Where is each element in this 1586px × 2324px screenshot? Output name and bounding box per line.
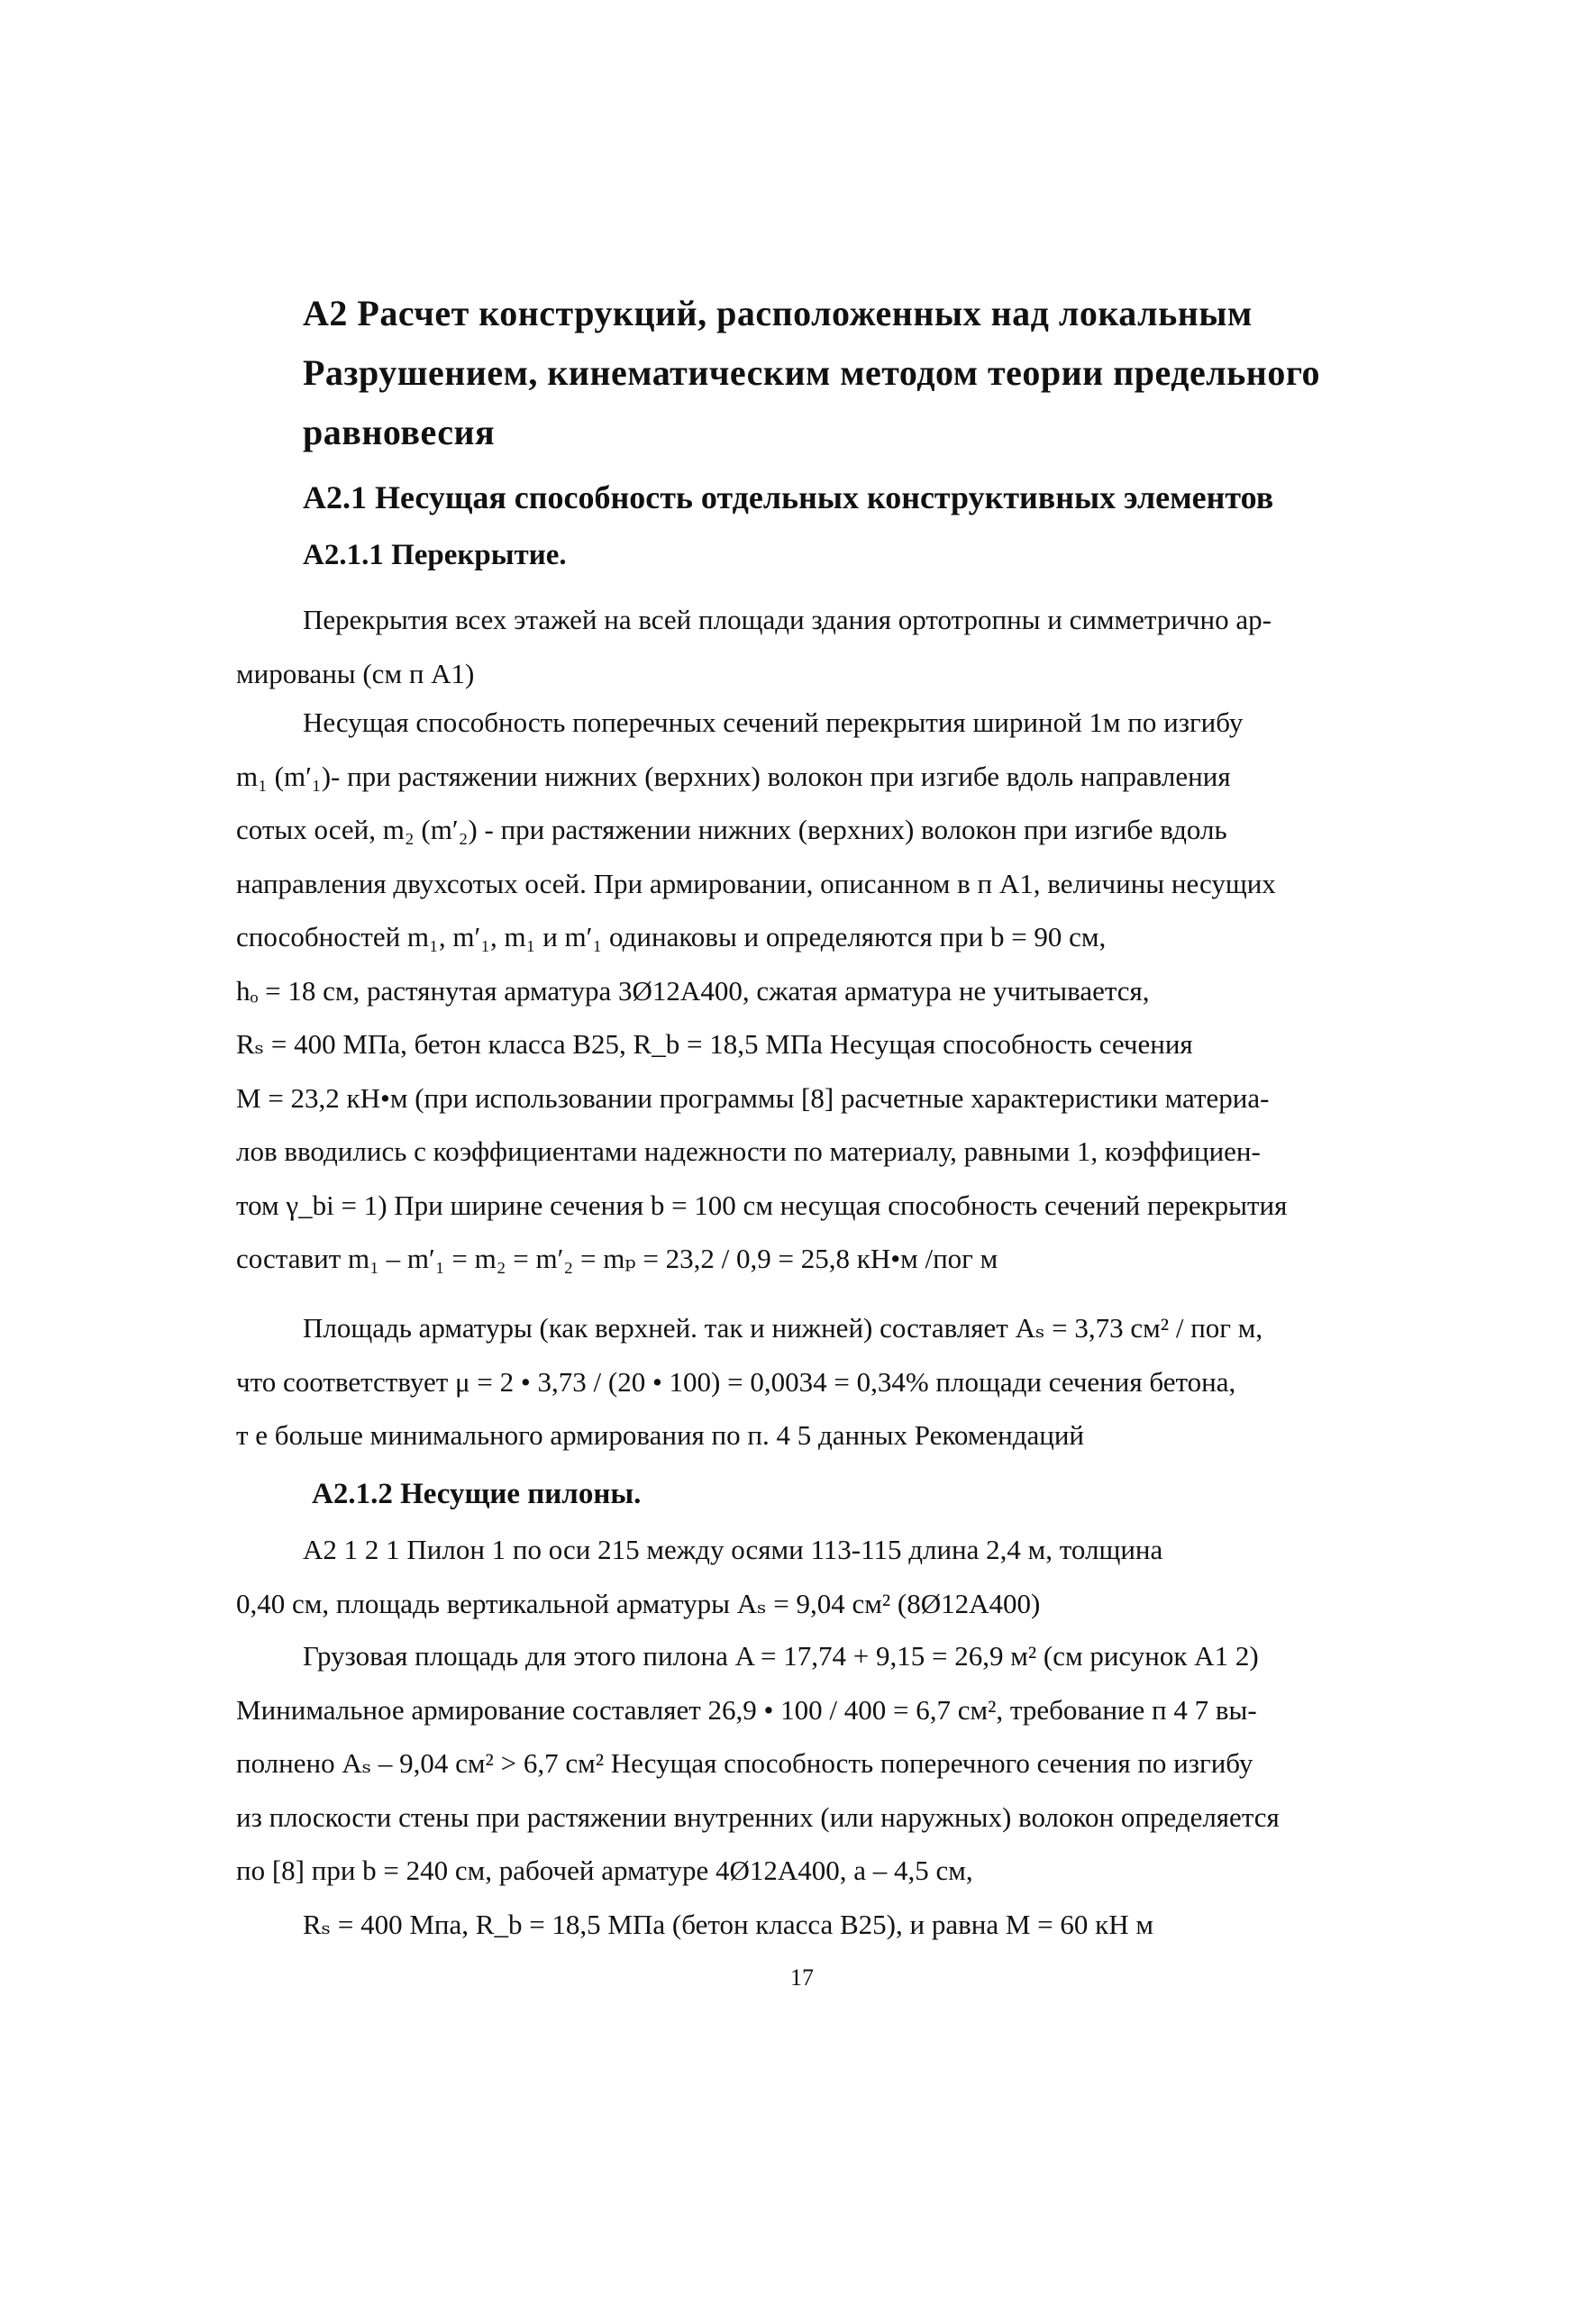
section-heading-a2 [303,284,1348,462]
paragraph-line: лов вводились с коэффициентами надежности по материалу, равными 1, коэффициен- [236,1135,1261,1167]
paragraph-line: Несущая способность поперечных сечений перекрытия шириной 1м по изгибу [303,706,1244,738]
paragraph-line: m₁ (m′₁)- при растяжении нижних (верхних) волокон при изгибе вдоль направления [236,760,1231,792]
section-heading-a2-1-2: А2.1.2 Несущие пилоны. [312,1478,642,1510]
paragraph-reinforcement-area [236,1301,1390,1463]
paragraph-line: из плоскости стены при растяжении внутренних (или наружных) волокон определяется [236,1800,1280,1833]
paragraph-pylon [236,1523,1390,1630]
paragraph-bearing-capacity [236,696,1390,1286]
paragraph-line: hₒ = 18 см, растянутая арматура 3Ø12А400, сжатая арматура не учитывается, [236,974,1150,1007]
paragraph-line: сотых осей, m₂ (m′₂) - при растяжении нижних (верхних) волокон при изгибе вдоль [236,814,1227,845]
paragraph-line: Площадь арматуры (как верхней. так и нижней) составляет Aₛ = 3,73 см² / пог м, [303,1312,1263,1344]
paragraph-line: полнено Aₛ – 9,04 см² > 6,7 см² Несущая способность поперечного сечения по изгибу [236,1747,1253,1779]
paragraph-line: А2 1 2 1 Пилон 1 по оси 215 между осями 113-115 длина 2,4 м, толщина [303,1534,1163,1565]
heading-line: Разрушением, кинематическим методом теории предельного [303,352,1321,393]
paragraph-line: что соответствует μ = 2 • 3,73 / (20 • 100) = 0,0034 = 0,34% площади сечения бетона, [236,1365,1236,1398]
paragraph-line: способностей m₁, m′₁, m₁ и m′₁ одинаковы и определяются при b = 90 см, [236,921,1107,952]
paragraph-line: M = 23,2 кН•м (при использовании программы [8] расчетные характеристики материа- [236,1081,1270,1114]
section-heading-a2-1: А2.1 Несущая способность отдельных конструктивных элементов [303,479,1274,515]
paragraph-line: составит m₁ – m′₁ = m₂ = m′₂ = mₚ = 23,2 / 0,9 = 25,8 кН•м /пог м [236,1243,998,1274]
paragraph-line: том γ_bi = 1) При ширине сечения b = 100 см несущая способность сечений перекрытия [236,1189,1288,1221]
paragraph-line: Перекрытия всех этажей на всей площади здания ортотропны и симметрично ар- [303,604,1272,635]
section-heading-a2-1-1: А2.1.1 Перекрытие. [303,539,567,571]
heading-line: А2 Расчет конструкций, расположенных над локальным [303,293,1253,333]
paragraph-floors [236,593,1390,700]
paragraph-line: 0,40 см, площадь вертикальной арматуры Aₛ = 9,04 см² (8Ø12А400) [236,1587,1041,1619]
paragraph-line: Минимальное армирование составляет 26,9 • 100 / 400 = 6,7 см², требование п 4 7 вы- [236,1693,1257,1726]
paragraph-line: мированы (см п А1) [236,657,475,689]
paragraph-line: Rₛ = 400 Мпа, R_b = 18,5 МПа (бетон класса В25), и равна M = 60 кН м [303,1908,1153,1940]
paragraph-load-area [236,1629,1390,1951]
paragraph-line: Грузовая площадь для этого пилона A = 17,74 + 9,15 = 26,9 м² (см рисунок А1 2) [303,1640,1259,1672]
paragraph-line: Rₛ = 400 МПа, бетон класса В25, R_b = 18,5 МПа Несущая способность сечения [236,1028,1193,1060]
paragraph-line: по [8] при b = 240 см, рабочей арматуре 4Ø12А400, а – 4,5 см, [236,1855,973,1886]
heading-line: равновесия [303,412,496,452]
page-number: 17 [790,1964,814,1991]
paragraph-line: направления двухсотых осей. При армировании, описанном в п А1, величины несущих [236,867,1276,899]
paragraph-line: т е больше минимального армирования по п. 4 5 данных Рекомендаций [236,1419,1085,1451]
